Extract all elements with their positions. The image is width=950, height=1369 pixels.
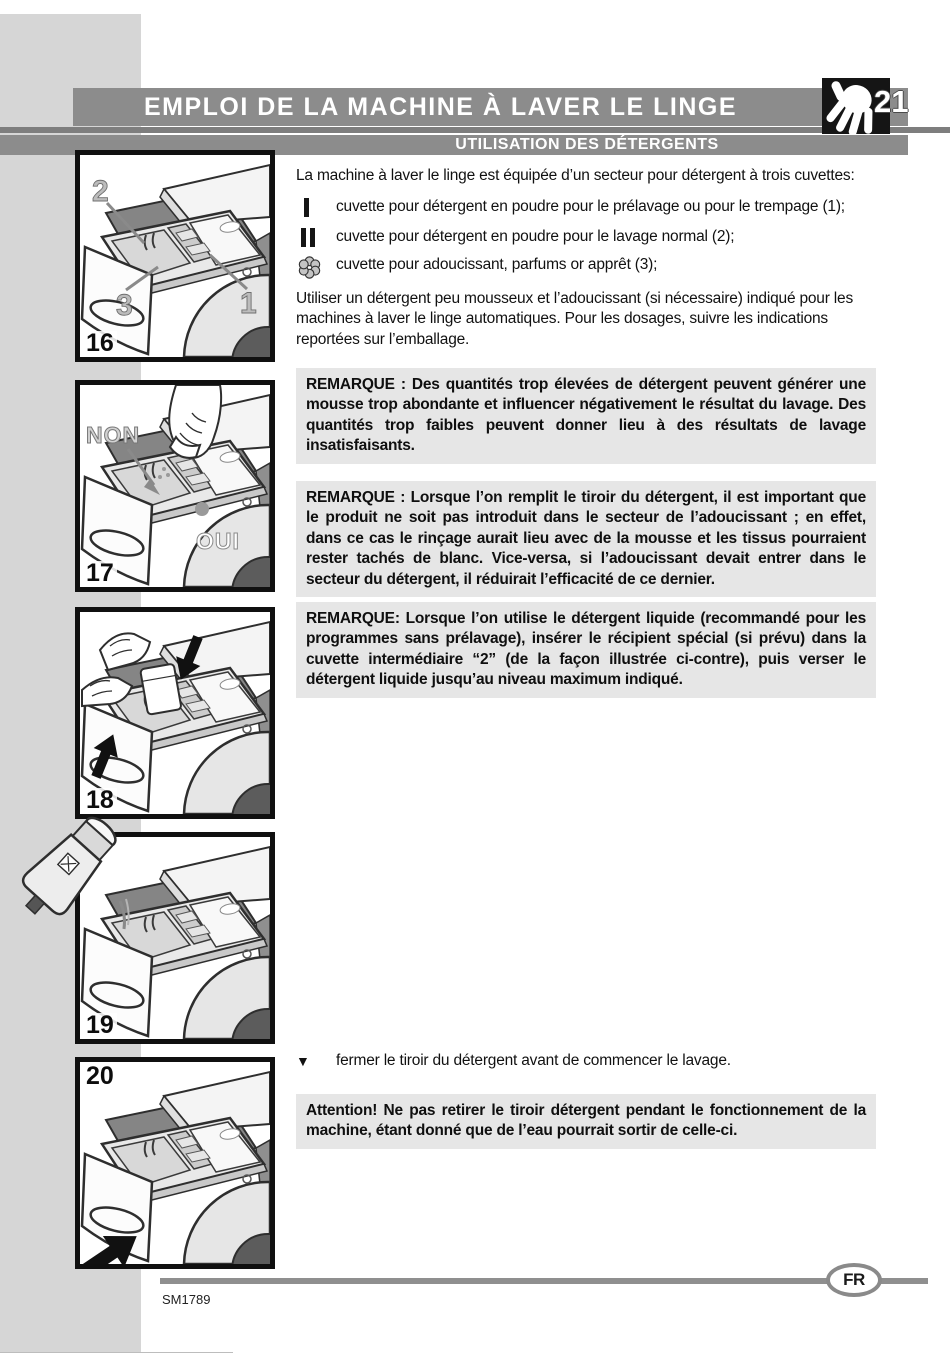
callout-non: NON — [86, 422, 141, 448]
figure-label: 16 — [83, 331, 117, 356]
section-title: UTILISATION DES DÉTERGENTS — [455, 136, 719, 153]
language-badge — [826, 1263, 882, 1297]
attention-box: Attention! Ne pas retirer le tiroir détergent pendant le fonctionnement de la machine, étant donné que de l’eau pourrait sortir de celle-ci. — [296, 1094, 876, 1149]
insert-container-illustration — [80, 612, 270, 814]
close-drawer-instruction — [296, 1051, 876, 1071]
figure-label: 17 — [83, 561, 117, 586]
page-header-bar — [73, 88, 908, 126]
close-drawer-illustration — [80, 1062, 270, 1264]
callout-3: 3 — [116, 289, 133, 322]
figure-19 — [75, 832, 275, 1044]
triangle-bullet-icon: ▼ — [296, 1053, 310, 1069]
drawer-open-illustration — [80, 155, 270, 357]
bullet-main-wash — [296, 227, 876, 247]
callout-oui: OUI — [196, 528, 240, 554]
footer-rule — [160, 1278, 928, 1284]
note-detergent-quantity: REMARQUE : Des quantités trop élevées de détergent peuvent générer une mousse trop abondante et influencer négativement le résultat du lavage. Des quantités trop faibles peuvent donner lieu à des résultats de lavage insatisfaisants. — [296, 368, 876, 464]
figure-label: 18 — [83, 788, 117, 813]
detergent-bottle-icon — [18, 813, 160, 955]
figure-18 — [75, 607, 275, 819]
softener-flower-icon — [296, 255, 336, 279]
compartment-one-bar-icon — [296, 197, 336, 217]
bullet-text: cuvette pour adoucissant, parfums or apprêt (3); — [336, 256, 658, 273]
intro-text: La machine à laver le linge est équipée d’un secteur pour détergent à trois cuvettes: — [296, 167, 855, 184]
bullet-prewash — [296, 197, 876, 217]
document-code: SM1789 — [162, 1292, 211, 1307]
callout-1: 1 — [240, 287, 257, 320]
language-badge-text: FR — [843, 1270, 865, 1289]
bullet-softener — [296, 255, 876, 279]
figure-16 — [75, 150, 275, 362]
note-filling-drawer: REMARQUE : Lorsque l’on remplit le tiroir du détergent, il est important que le produit ne soit pas introduit dans le secteur de l’adoucissant ; en effet, dans ce cas le rinçage aurait lieu avec de la mousse et les tissus pourraient rester tachés de blanc. Vice-versa, si l’adoucissant devait entrer dans le secteur du détergent, il réduirait l’efficacité de ce dernier. — [296, 481, 876, 597]
bullet-text: cuvette pour détergent en poudre pour le lavage normal (2); — [336, 228, 735, 245]
bottom-hairline — [0, 1352, 233, 1353]
note-liquid-detergent: REMARQUE: Lorsque l’on utilise le détergent liquide (recommandé pour les programmes sans prélavage), insérer le récipient spécial (si prévu) dans la cuvette intermédiaire “2” (de la façon illustrée ci-contre), puis verser le détergent liquide jusqu’au niveau maximum indiqué. — [296, 602, 876, 698]
figure-label: 19 — [83, 1013, 117, 1038]
pouring-powder-illustration — [80, 385, 270, 587]
close-drawer-text: fermer le tiroir du détergent avant de commencer le lavage. — [336, 1052, 731, 1069]
figure-label: 20 — [83, 1064, 117, 1089]
figure-20 — [75, 1057, 275, 1269]
page-number: 21 — [874, 84, 909, 119]
usage-paragraph: Utiliser un détergent peu mousseux et l’adoucissant (si nécessaire) indiqué pour les machines à laver le linge automatiques. Pour les dosages, suivre les indications reportées sur l’emballage. — [296, 290, 854, 348]
bullet-text: cuvette pour détergent en poudre pour le prélavage ou pour le trempage (1); — [336, 198, 845, 215]
page-title: EMPLOI DE LA MACHINE À LAVER LE LINGE — [143, 92, 737, 121]
callout-2: 2 — [92, 175, 109, 208]
figure-17 — [75, 380, 275, 592]
header-divider-bar — [0, 127, 950, 133]
compartment-two-bars-icon — [296, 227, 336, 247]
